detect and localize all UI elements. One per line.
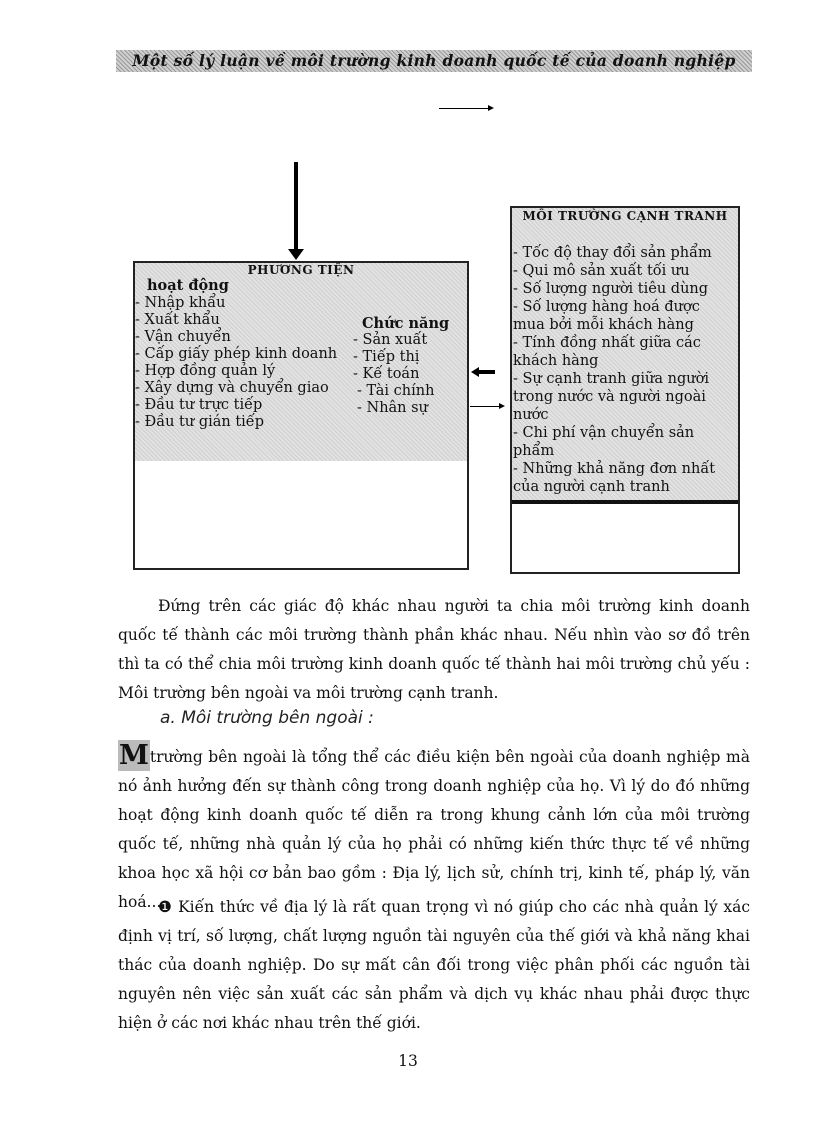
arrow-right-top bbox=[439, 108, 489, 109]
function-item: - Nhân sự bbox=[357, 400, 428, 416]
competition-box-divider bbox=[512, 500, 738, 504]
competition-box bbox=[510, 206, 740, 574]
function-item: - Tài chính bbox=[357, 383, 435, 399]
activity-item: - Xuất khẩu bbox=[135, 312, 220, 328]
competition-line: - Số lượng người tiêu dùng bbox=[513, 281, 709, 297]
function-item: - Tiếp thị bbox=[353, 349, 420, 365]
competition-line: - Những khả năng đơn nhất bbox=[513, 461, 716, 477]
competition-line: mua bởi mỗi khách hàng bbox=[513, 317, 694, 333]
bullet-text: Kiến thức về địa lý là rất quan trọng vì nó giúp cho các nhà quản lý xác định vị trí, số lượng, chất lượng nguồn tài nguyên của thế giới và khả năng khai thác của doanh nghiệp. Do sự mất cân đối trong việc phân phối các nguồn tài nguyên nên việc sản xuất các sản phẩm và dịch vụ khác nhau phải được thực hiện ở các nơi khác nhau trên thế giới. bbox=[118, 898, 750, 1032]
competition-line: phẩm bbox=[513, 443, 555, 459]
activity-item: - Nhập khẩu bbox=[135, 295, 226, 311]
activity-item: - Xây dựng và chuyển giao bbox=[135, 380, 329, 396]
competition-line: - Sự cạnh tranh giữa người bbox=[513, 371, 709, 387]
functions-heading: Chức năng bbox=[362, 315, 450, 332]
arrow-down-thick bbox=[294, 162, 298, 250]
activity-item: - Vận chuyển bbox=[135, 329, 231, 345]
competition-line: - Qui mô sản xuất tối ưu bbox=[513, 263, 690, 279]
arrow-right-thin bbox=[470, 406, 500, 407]
function-item: - Sản xuất bbox=[353, 332, 428, 348]
competition-line: nước bbox=[513, 407, 549, 423]
intro-paragraph bbox=[118, 592, 750, 708]
competition-line: - Số lượng hàng hoá được bbox=[513, 299, 700, 315]
competition-line: - Tính đồng nhất giữa các bbox=[513, 335, 701, 351]
means-box-title: PHƯƠNG TIỆN bbox=[247, 263, 355, 277]
section-text: trường bên ngoài là tổng thể các điều kiện bên ngoài của doanh nghiệp mà nó ảnh hưởng đến sự thành công trong doanh nghiệp của họ. Vì lý do đó những hoạt động kinh doanh quốc tế diễn ra trong khung cảnh lớn của môi trường quốc tế, những nhà quản lý của họ phải có những kiến thức thực tế về những khoa học xã hội cơ bản bao gồm : Địa lý, lịch sử, chính trị, kinh tế, pháp lý, văn hoá... bbox=[118, 748, 750, 911]
section-paragraph bbox=[118, 740, 750, 917]
arrow-left-thick bbox=[478, 370, 495, 374]
intro-text: Đứng trên các giác độ khác nhau người ta chia môi trường kinh doanh quốc tế thành các môi trường thành phần khác nhau. Nếu nhìn vào sơ đồ trên thì ta có thể chia môi trường kinh doanh quốc tế thành hai môi trường chủ yếu : Môi trường bên ngoài va môi trường cạnh tranh. bbox=[118, 597, 750, 702]
competition-line: - Tốc độ thay đổi sản phẩm bbox=[513, 245, 712, 261]
competition-line: - Chi phí vận chuyển sản bbox=[513, 425, 695, 441]
activity-item: - Cấp giấy phép kinh doanh bbox=[135, 346, 338, 362]
activities-heading: hoạt động bbox=[147, 277, 229, 294]
function-item: - Kế toán bbox=[353, 366, 420, 382]
competition-line: của người cạnh tranh bbox=[513, 479, 670, 495]
competition-line: trong nước và người ngoài bbox=[513, 389, 706, 405]
competition-line: khách hàng bbox=[513, 353, 599, 369]
page-number: 13 bbox=[398, 1052, 418, 1070]
bullet-paragraph bbox=[118, 893, 750, 1038]
means-box bbox=[133, 261, 469, 570]
activity-item: - Đầu tư trực tiếp bbox=[135, 397, 263, 413]
activity-item: - Đầu tư gián tiếp bbox=[135, 414, 264, 430]
bullet-icon: ❶ bbox=[158, 898, 173, 916]
page-header: Một số lý luận về môi trường kinh doanh quốc tế của doanh nghiệp bbox=[116, 50, 752, 72]
drop-cap: M bbox=[119, 740, 149, 771]
activity-item: - Hợp đồng quản lý bbox=[135, 363, 276, 379]
competition-box-title: MÔI TRƯỜNG CẠNH TRANH bbox=[522, 209, 728, 223]
section-heading: a. Môi trường bên ngoài : bbox=[160, 708, 374, 728]
